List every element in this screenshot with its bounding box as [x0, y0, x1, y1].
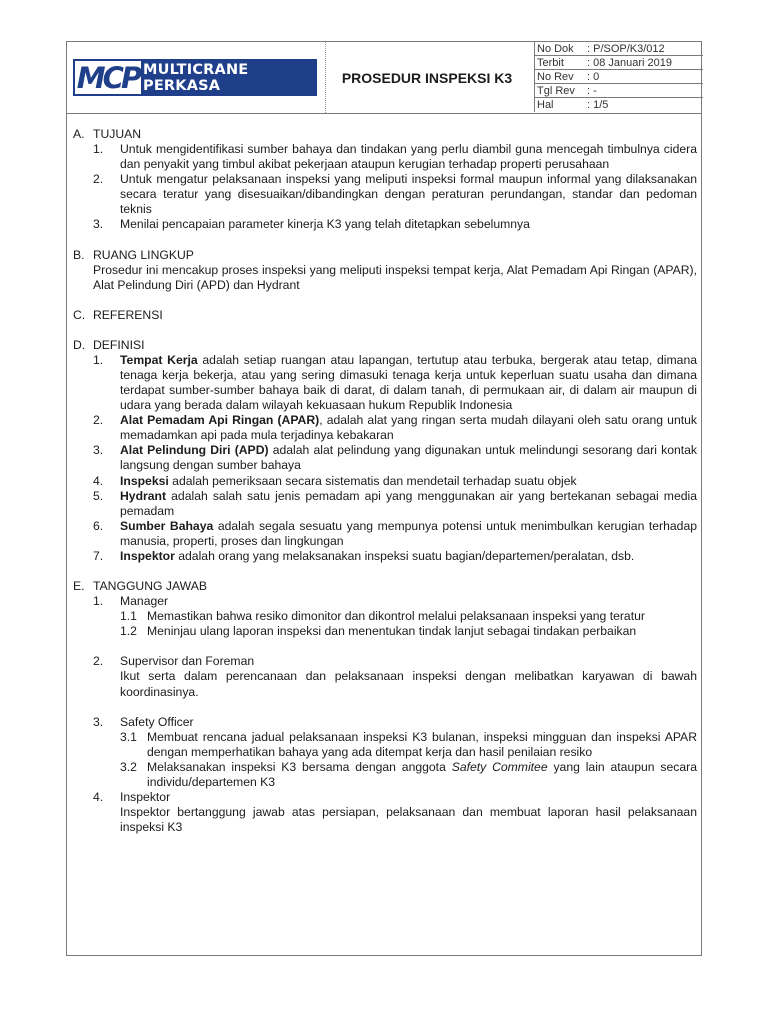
- definition-text: adalah orang yang melaksanakan inspeksi suatu bagian/departemen/peralatan, dsb.: [174, 548, 635, 563]
- meta-value: : P/SOP/K3/012: [587, 43, 665, 55]
- role-title: Safety Officer: [120, 714, 194, 729]
- section-title: RUANG LINGKUP: [93, 247, 194, 262]
- section-heading-tanggung-jawab: [73, 579, 697, 594]
- section-letter: C.: [73, 307, 86, 322]
- definition-text: adalah pemeriksaan secara sistematis dan mendetail terhadap suatu objek: [168, 473, 577, 488]
- role-heading-inspektor: [73, 790, 697, 805]
- section-heading-referensi: [73, 308, 697, 323]
- definition-item: [73, 549, 697, 564]
- sub-item: [73, 760, 697, 790]
- section-letter: A.: [73, 127, 85, 141]
- meta-key: Terbit: [537, 57, 564, 69]
- list-item: [73, 217, 697, 232]
- meta-key: No Rev: [537, 71, 574, 83]
- item-text: Untuk mengidentifikasi sumber bahaya dan tindakan yang perlu diambil guna mencegah timbulnya cidera dan penyakit yang timbul akibat pekerjaan ataupun kerugian terhadap properti perusahaan: [120, 142, 697, 172]
- document-meta-table: [534, 42, 703, 112]
- meta-key: Hal: [537, 99, 554, 111]
- item-number: 1.: [93, 352, 104, 367]
- item-number: 2.: [93, 172, 104, 187]
- definition-term: Sumber Bahaya: [120, 518, 214, 533]
- company-name: MULTICRANE PERKASA: [143, 59, 317, 96]
- definition-item: [73, 474, 697, 489]
- document-title: PROSEDUR INSPEKSI K3: [341, 69, 513, 86]
- list-item: [73, 172, 697, 217]
- section-heading-definisi: [73, 338, 697, 353]
- section-paragraph: Prosedur ini mencakup proses inspeksi yang meliputi inspeksi tempat kerja, Alat Pemadam Api Ringan (APAR), Alat Pelindung Diri (APD) dan Hydrant: [93, 262, 697, 292]
- item-number: 3.: [93, 443, 104, 458]
- logo-mark: MCP: [73, 59, 143, 96]
- meta-value: : 08 Januari 2019: [587, 57, 673, 69]
- definition-term: Hydrant: [120, 488, 167, 503]
- item-number: 2.: [93, 413, 104, 428]
- list-item: [73, 142, 697, 172]
- item-number: 4.: [93, 790, 104, 805]
- role-title: Manager: [120, 594, 169, 609]
- document-body: [73, 127, 697, 835]
- definition-term: Inspeksi: [120, 473, 169, 488]
- definition-item: [73, 413, 697, 443]
- sub-item: [73, 730, 697, 760]
- item-number: 2.: [93, 654, 104, 669]
- definition-term: Tempat Kerja: [120, 352, 198, 367]
- meta-key: No Dok: [537, 43, 574, 55]
- meta-value: : -: [587, 85, 597, 97]
- section-heading-ruang-lingkup: [73, 248, 697, 263]
- sub-item: [73, 609, 697, 624]
- item-text: Menilai pencapaian parameter kinerja K3 yang telah ditetapkan sebelumnya: [120, 217, 530, 232]
- role-description: Ikut serta dalam perencanaan dan pelaksanaan inspeksi dengan melibatkan karyawan di bawah koordinasinya.: [120, 669, 697, 699]
- definition-item: [73, 519, 697, 549]
- section-title: DEFINISI: [93, 337, 145, 352]
- meta-row-terbit: [534, 56, 703, 70]
- item-number: 5.: [93, 488, 104, 503]
- company-logo: [73, 59, 317, 96]
- item-number: 6.: [93, 518, 104, 533]
- meta-row-tgl-rev: [534, 84, 703, 98]
- section-letter: D.: [73, 337, 86, 352]
- definition-text: adalah setiap ruangan atau lapangan, tertutup atau terbuka, bergerak atau tetap, dimana tenaga kerja bekerja, atau yang sering dimasuki tenaga kerja untuk keperluan suatu usaha dan dimana terdapat sumber-sumber bahaya baik di darat, di dalam tanah, di permukaan air, di dalam air maupun di udara yang berada dalam wilayah kekuasaan hukum Republik Indonesia: [120, 352, 697, 413]
- sub-item-text: Meninjau ulang laporan inspeksi dan menentukan tindak lanjut sebagai tindakan perbaikan: [147, 624, 637, 639]
- definition-text: adalah salah satu jenis pemadam api yang menggunakan air yang bertekanan sebagai media pemadam: [120, 488, 697, 518]
- definition-text: adalah segala sesuatu yang mempunya potensi untuk menimbulkan kerugian terhadap manusia, properti, proses dan lingkungan: [120, 518, 697, 548]
- role-heading-supervisor: [73, 654, 697, 669]
- definition-text: adalah alat pelindung yang digunakan untuk melindungi sesorang dari kontak langsung dengan sumber bahaya: [120, 443, 698, 473]
- sub-item-number: 1.1: [120, 609, 137, 624]
- sub-item-emphasis: Safety Commitee: [451, 759, 548, 774]
- definition-item: [73, 489, 697, 519]
- section-title: TUJUAN: [93, 127, 142, 141]
- definition-term: Alat Pemadam Api Ringan (APAR): [120, 413, 320, 428]
- definition-term: Inspektor: [120, 548, 175, 563]
- sub-item: [73, 624, 697, 639]
- section-letter: E.: [73, 579, 85, 594]
- definition-text: , adalah alat yang ringan serta mudah dilayani oleh satu orang untuk memadamkan api pada mula terjadinya kebakaran: [120, 413, 697, 443]
- sub-item-number: 3.1: [120, 729, 137, 744]
- item-number: 1.: [93, 594, 104, 609]
- item-number: 7.: [93, 548, 104, 563]
- item-number: 4.: [93, 473, 104, 488]
- item-number: 3.: [93, 217, 104, 232]
- definition-item: [73, 353, 697, 413]
- item-text: Untuk mengatur pelaksanaan inspeksi yang meliputi inspeksi formal maupun informal yang dilaksanakan secara teratur yang disesuaikan/dibandingkan dengan peraturan perundangan, standar dan pedoman teknis: [120, 172, 697, 217]
- definition-item: [73, 443, 697, 473]
- sub-item-text: Memastikan bahwa resiko dimonitor dan dikontrol melalui pelaksanaan inspeksi yang teratur: [147, 609, 645, 624]
- meta-row-no-dok: [534, 42, 703, 56]
- meta-row-hal: [534, 98, 703, 112]
- section-title: REFERENSI: [93, 307, 163, 322]
- role-heading-manager: [73, 594, 697, 609]
- item-number: 1.: [93, 142, 104, 156]
- document-header: [67, 42, 701, 114]
- role-title: Inspektor: [120, 790, 171, 805]
- sub-item-text: Melaksanakan inspeksi K3 bersama dengan anggota: [147, 759, 452, 774]
- meta-row-no-rev: [534, 70, 703, 84]
- sub-item-text: Membuat rencana jadual pelaksanaan inspeksi K3 bulanan, inspeksi mingguan dan inspeksi APAR dengan memperhatikan bahaya yang ada ditempat kerja dan hasil penilaian resiko: [147, 729, 697, 759]
- sub-item-text: yang lain ataupun secara individu/departemen K3: [147, 759, 697, 789]
- section-title: TANGGUNG JAWAB: [93, 579, 207, 594]
- item-number: 3.: [93, 714, 104, 729]
- sub-item-number: 1.2: [120, 624, 137, 639]
- role-heading-safety-officer: [73, 715, 697, 730]
- role-description: Inspektor bertanggung jawab atas persiapan, pelaksanaan dan membuat laporan hasil pelaksanaan inspeksi K3: [120, 805, 697, 835]
- meta-value: : 1/5: [587, 99, 609, 111]
- definition-term: Alat Pelindung Diri (APD): [120, 443, 269, 458]
- section-heading-tujuan: [73, 127, 697, 142]
- role-title: Supervisor dan Foreman: [120, 654, 255, 669]
- meta-value: : 0: [587, 71, 600, 83]
- section-letter: B.: [73, 247, 85, 262]
- meta-key: Tgl Rev: [537, 85, 575, 97]
- document-frame: [66, 41, 702, 956]
- sub-item-number: 3.2: [120, 759, 137, 774]
